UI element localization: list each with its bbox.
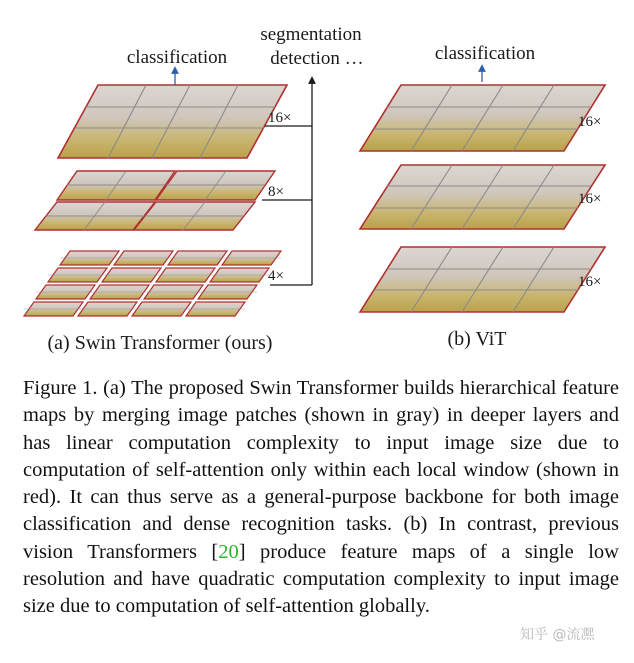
panel-b-caption: (b) ViT: [447, 328, 507, 350]
panel-a-caption: (a) Swin Transformer (ours): [47, 332, 273, 354]
caption-text-part1: Figure 1. (a) The proposed Swin Transformer builds hierarchical feature maps by merging image patches (shown in gray) in deeper layers and has linear computation complexity to input image size due to computation of self-attention only within each local window (shown in red). It can thus serve as a general-purpose backbone for both image classification and dense recognition tasks. (b) In contrast, previous vision Transformers [: [23, 377, 619, 563]
swin-layer-8x: [35, 171, 275, 230]
caption-text-part2: ] produce feature maps of a single low resolution and have quadratic computation complexity to input image size due to computation of self-attention globally.: [23, 540, 619, 618]
segmentation-label: segmentation: [260, 24, 362, 45]
panel-b: [360, 43, 605, 350]
swin-layer-4x: [24, 251, 281, 316]
panel-b-classification-label: classification: [434, 43, 536, 64]
vit-scale-label-bottom: 16×: [578, 274, 602, 290]
detection-label: detection …: [270, 48, 364, 69]
citation-link[interactable]: 20: [218, 540, 239, 563]
panel-a: [24, 24, 364, 354]
scale-label-4x: 4×: [268, 268, 284, 284]
scale-label-8x: 8×: [268, 184, 284, 200]
scale-label-16x: 16×: [268, 110, 292, 126]
swin-layer-16x: [58, 85, 287, 158]
panel-a-classification-label: classification: [126, 47, 228, 68]
watermark: 知乎 @流凞: [520, 627, 595, 643]
figure-caption: [23, 375, 619, 621]
vit-layer-top: [360, 85, 605, 151]
vit-scale-label-top: 16×: [578, 114, 602, 130]
vit-scale-label-middle: 16×: [578, 191, 602, 207]
vit-layer-bottom: [360, 247, 605, 312]
vit-layer-middle: [360, 165, 605, 229]
